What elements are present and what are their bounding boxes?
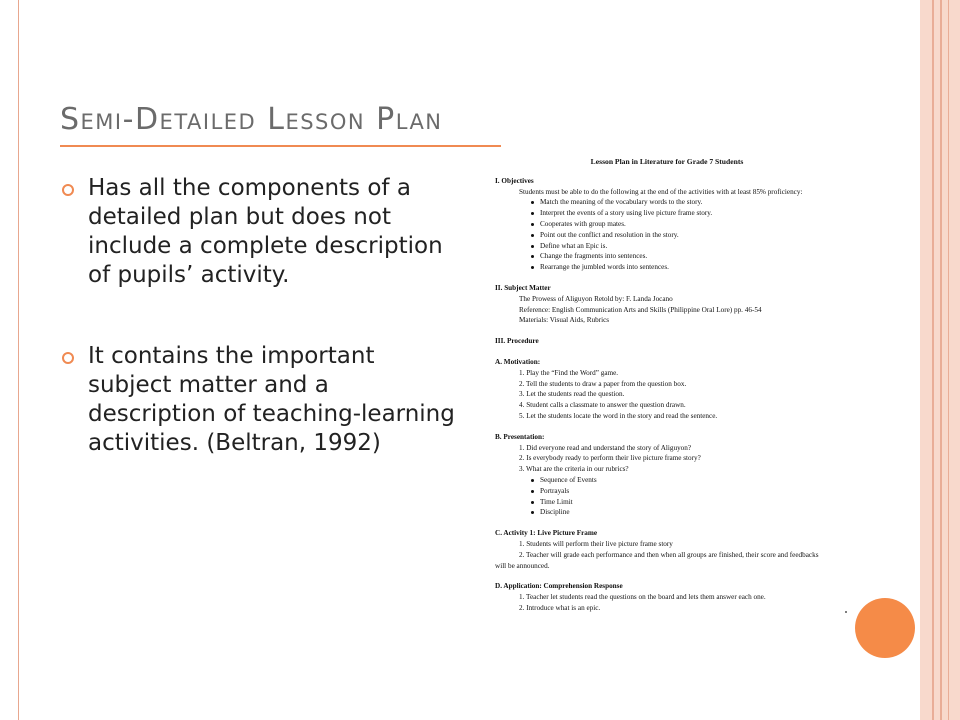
activity-line: 2. Teacher will grade each performance and then when all groups are finished, their score and feedbacks [519,550,819,559]
motivation-line: 2. Tell the students to draw a paper from the question box. [519,379,687,388]
objectives-intro: Students must be able to do the following at the end of the activities with at least 85% proficiency: [519,187,803,196]
criteria-item: Discipline [476,507,858,518]
subject-matter-heading: II. Subject Matter [495,283,551,292]
application-line: 1. Teacher let students read the questions on the board and lets them answer each one. [519,593,766,602]
slide-frame-left [0,0,19,720]
motivation-line: 4. Student calls a classmate to answer the question drawn. [519,401,686,410]
activity-heading: C. Activity 1: Live Picture Frame [495,529,598,538]
objective-item: Rearrange the jumbled words into sentences. [476,262,858,273]
objective-item: Define what an Epic is. [476,241,858,252]
procedure-heading: III. Procedure [495,337,539,346]
criteria-item: Time Limit [476,497,858,508]
decorative-orange-circle [855,598,915,658]
criteria-item: Portrayals [476,486,858,497]
motivation-line: 3. Let the students read the question. [519,390,625,399]
slide-title: Semi-Detailed Lesson Plan [60,102,443,137]
objective-item: Point out the conflict and resolution in the story. [476,230,858,241]
motivation-heading: A. Motivation: [495,357,541,366]
objective-item: Change the fragments into sentences. [476,251,858,262]
circle-bullet-icon [62,184,74,196]
criteria-item: Sequence of Events [476,475,858,486]
bullet-item [62,174,462,290]
bullet-text: Has all the components of a detailed plan but does not include a complete description of pupils’ activity. [88,175,443,288]
subject-matter-line: The Prowess of Aliguyon Retold by: F. Landa Jocano [519,294,673,303]
bullet-item [62,342,462,458]
bullet-text: It contains the important subject matter and a description of teaching-learning activities. (Beltran, 1992) [88,343,455,456]
subject-matter-line: Reference: English Communication Arts and Skills (Philippine Oral Lore) pp. 46-54 [519,305,762,314]
motivation-line: 1. Play the “Find the Word” game. [519,368,619,377]
slide-frame-right [920,0,960,720]
presentation-line: 2. Is everybody ready to perform their live picture frame story? [519,454,701,463]
application-heading: D. Application: Comprehension Response [495,582,623,591]
application-line: 2. Introduce what is an epic. [519,603,601,612]
activity-line: 1. Students will perform their live picture frame story [519,539,673,548]
circle-bullet-icon [62,352,74,364]
lesson-plan-document-image [476,150,858,625]
bullet-list [62,174,462,458]
objectives-heading: I. Objectives [495,176,534,185]
subject-matter-line: Materials: Visual Aids, Rubrics [519,316,610,325]
objective-item: Interpret the events of a story using live picture frame story. [476,208,858,219]
document-title: Lesson Plan in Literature for Grade 7 Students [590,157,744,166]
objective-item: Match the meaning of the vocabulary words to the story. [476,197,858,208]
presentation-heading: B. Presentation: [495,432,545,441]
motivation-line: 5. Let the students locate the word in the story and read the sentence. [519,411,718,420]
presentation-line: 3. What are the criteria in our rubrics? [519,465,629,474]
presentation-line: 1. Did everyone read and understand the story of Aliguyon? [519,443,692,452]
activity-line-continued: will be announced. [495,561,550,570]
document-dot [845,611,847,613]
objective-item: Cooperates with group mates. [476,219,858,230]
title-underline [60,145,501,147]
